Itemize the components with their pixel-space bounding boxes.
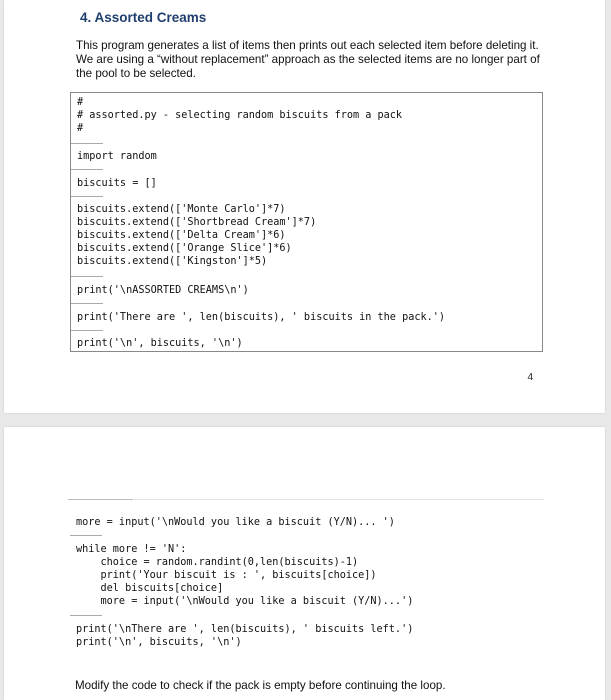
code-divider: [71, 169, 103, 170]
code-listing-1: [70, 92, 543, 352]
code-while-del: del biscuits[choice]: [76, 583, 224, 594]
code-extend-5: biscuits.extend(['Kingston']*5): [77, 256, 268, 267]
code-comment-1: #: [77, 97, 84, 108]
code-divider: [70, 615, 102, 616]
code-while-print: print('Your biscuit is : ', biscuits[choice]): [76, 570, 377, 581]
code-print-left: print('\nThere are ', len(biscuits), ' biscuits left.'): [76, 624, 414, 635]
page-2: [4, 427, 605, 700]
code-comment-3: #: [77, 123, 84, 134]
page-number: 4: [527, 372, 533, 383]
page-break-line: [68, 499, 133, 500]
code-extend-3: biscuits.extend(['Delta Cream']*6): [77, 230, 286, 241]
code-import: import random: [77, 151, 157, 162]
code-print-1: print('\nASSORTED CREAMS\n'): [77, 285, 249, 296]
code-while: while more != 'N':: [76, 544, 187, 555]
code-init: biscuits = []: [77, 178, 157, 189]
code-print-list: print('\n', biscuits, '\n'): [76, 637, 242, 648]
code-divider: [71, 143, 103, 144]
code-extend-4: biscuits.extend(['Orange Slice']*6): [77, 243, 292, 254]
code-while-more: more = input('\nWould you like a biscuit (Y/N)...'): [76, 596, 414, 607]
code-print-3: print('\n', biscuits, '\n'): [77, 338, 243, 349]
task-instruction: Modify the code to check if the pack is empty before continuing the loop.: [75, 679, 446, 692]
code-divider: [71, 196, 103, 197]
code-comment-2: # assorted.py - selecting random biscuits from a pack: [77, 110, 403, 121]
intro-paragraph: This program generates a list of items then prints out each selected item before deleting it. We are using a “without replacement” approach as the selected items are no longer part of the pool to be selected.: [76, 39, 540, 80]
section-heading: 4. Assorted Creams: [80, 10, 207, 25]
code-divider: [71, 330, 103, 331]
code-divider: [71, 276, 103, 277]
page-break-line-faint: [134, 499, 544, 500]
code-while-choice: choice = random.randint(0,len(biscuits)-1): [76, 557, 359, 568]
page-1: [4, 0, 605, 413]
code-extend-1: biscuits.extend(['Monte Carlo']*7): [77, 204, 286, 215]
code-divider: [71, 303, 103, 304]
code-extend-2: biscuits.extend(['Shortbread Cream']*7): [77, 217, 317, 228]
code-print-2: print('There are ', len(biscuits), ' biscuits in the pack.'): [77, 312, 446, 323]
code-more-input: more = input('\nWould you like a biscuit (Y/N)... '): [76, 517, 395, 528]
code-divider: [70, 535, 102, 536]
